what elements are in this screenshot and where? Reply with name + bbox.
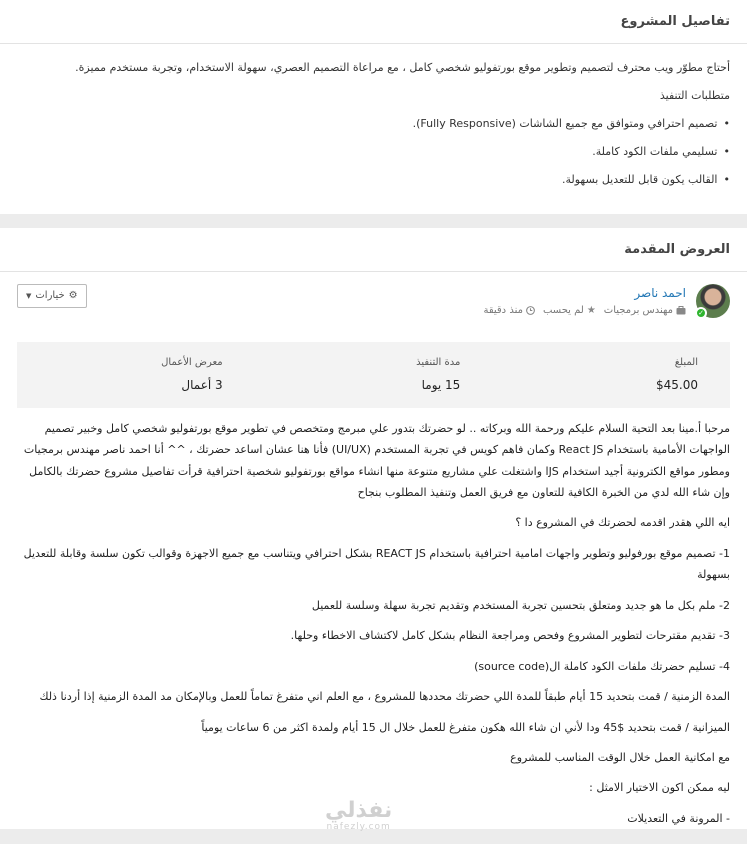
bid-paragraph: 4- تسليم حضرتك ملفات الكود كاملة ال(source code): [474, 659, 730, 673]
project-description: [0, 44, 747, 214]
bid-paragraph: ليه ممكن اكون الاختيار الامثل :: [589, 781, 730, 795]
bidder-rating: لم يحسب: [542, 304, 584, 316]
requirements-list: [17, 116, 730, 188]
bid-paragraph: - المرونة في التعديلات: [627, 811, 730, 825]
stat-duration: [255, 357, 493, 392]
bid-paragraph: 2- ملم بكل ما هو جديد ومتعلق بتحسين تجربة المستخدم وتقديم تجربة سهلة وسلسة للعميل: [311, 598, 730, 612]
avatar[interactable]: [696, 284, 730, 318]
description-text: أحتاج مطوّر ويب محترف لتصميم وتطوير موقع بورتفوليو شخصي كامل ، مع مراعاة التصميم العصري، سهولة الاستخدام، وتجربة مستخدم مميزة.: [75, 61, 730, 74]
requirement-item: • تصميم احترافي ومتوافق مع جميع الشاشات (Fully Responsive).: [17, 116, 730, 132]
online-check-icon: ✓: [695, 307, 707, 319]
bid-paragraph: الميزانية / قمت بتحديد $45 ودا لأني ان شاء الله هكون متفرغ للعمل خلال ال 15 أيام ولمدة اكثر من 6 ساعات يومياً: [201, 720, 730, 734]
bid-item: [0, 272, 747, 408]
star-icon: ★: [586, 304, 596, 316]
bid-paragraph: المدة الزمنية / قمت بتحديد 15 أيام طبقاً للمدة اللي حضرتك محددها للمشروع ، مع العلم اني متفرغ تماماً للعمل وبالإمكان مد المدة الزمنية إذا أردنا ذلك: [39, 690, 730, 704]
caret-down-icon: ▼: [26, 291, 32, 300]
bid-paragraph: 3- تقديم مقترحات لتطوير المشروع وفحص ومراجعة النظام بشكل كامل لاكتشاف الاخطاء وحلها.: [290, 629, 730, 643]
project-details-header: [0, 0, 747, 44]
options-button[interactable]: [17, 284, 87, 308]
duration-value: 15 يوما: [421, 378, 461, 393]
requirement-item: • القالب يكون قابل للتعديل بسهولة.: [17, 172, 730, 188]
bid-paragraph: مرحبا أ.مينا بعد التحية السلام عليكم ورحمة الله وبركاته .. لو حضرتك بتدور علي مبرمج ومتخصص في تطوير موقع بورتفوليو شخصي كامل وخبير تصميم الواجهات الأمامية باستخدام React JS وكمان فاهم كويس في تجربة المستخدم (UI/UX) فأنا هنا عشان اساعد حضرتك ، ^^ أنا احمد ناصر مهندس برمجيات ومطور مواقع الكترونية أجيد استخدام JSا واشتغلت علي مشاريع متنوعة منها انشاء مواقع بورتفوليو شخصية احترافية قرأت تفاصيل مشروع حضرتك بالكامل وإن شاء الله لدي من الخبرة الكافية للتعاون مع فريق العمل وتنفيذ المطلوب بنجاح: [23, 421, 730, 499]
section-separator: [0, 214, 747, 228]
stat-amount: [492, 357, 730, 392]
offers-card: [0, 228, 747, 830]
bid-message: [0, 408, 747, 830]
requirements-title: متطلبات التنفيذ: [659, 88, 730, 102]
project-details-card: [0, 0, 747, 214]
offers-title: العروض المقدمة: [624, 241, 730, 257]
requirement-item: • تسليمي ملفات الكود كاملة.: [17, 144, 730, 160]
watermark-brand: نفذلي: [325, 798, 393, 823]
bid-stats: [17, 342, 730, 408]
role-meta: [604, 305, 686, 316]
offers-header: [0, 228, 747, 272]
options-label: خيارات: [35, 290, 65, 302]
rating-meta: [543, 305, 596, 316]
time-meta: [483, 305, 534, 316]
watermark: [325, 800, 392, 832]
amount-value: $45.00: [656, 378, 698, 393]
bidder-role: مهندس برمجيات: [603, 304, 673, 316]
portfolio-value: 3 أعمال: [181, 378, 223, 393]
bidder-info: [483, 284, 730, 318]
briefcase-icon: [676, 306, 686, 315]
stat-portfolio: [17, 357, 255, 392]
bidder-meta: [483, 305, 686, 316]
watermark-domain: nafezly.com: [326, 822, 391, 832]
project-details-title: تفاصيل المشروع: [620, 14, 730, 29]
bid-paragraph: 1- تصميم موقع بورفوليو وتطوير واجهات امامية احترافية باستخدام REACT JS بشكل احترافي ويتناسب مع جميع الاجهزة وقوالب تكون سلسة وقابلة للتعديل بسهولة: [23, 546, 730, 582]
portfolio-label: معرض الأعمال: [161, 357, 223, 369]
bidder-name-link[interactable]: احمد ناصر: [634, 285, 686, 300]
clock-icon: [526, 306, 535, 315]
bid-time: منذ دقيقة: [483, 304, 523, 316]
amount-label: المبلغ: [674, 357, 698, 369]
duration-label: مدة التنفيذ: [416, 357, 461, 369]
bid-paragraph: ايه اللي هقدر اقدمه لحضرتك في المشروع دا ؟: [515, 516, 730, 530]
gear-icon: ⚙: [68, 290, 78, 302]
bid-paragraph: مع امكانية العمل خلال الوقت المناسب للمشروع: [510, 750, 730, 764]
